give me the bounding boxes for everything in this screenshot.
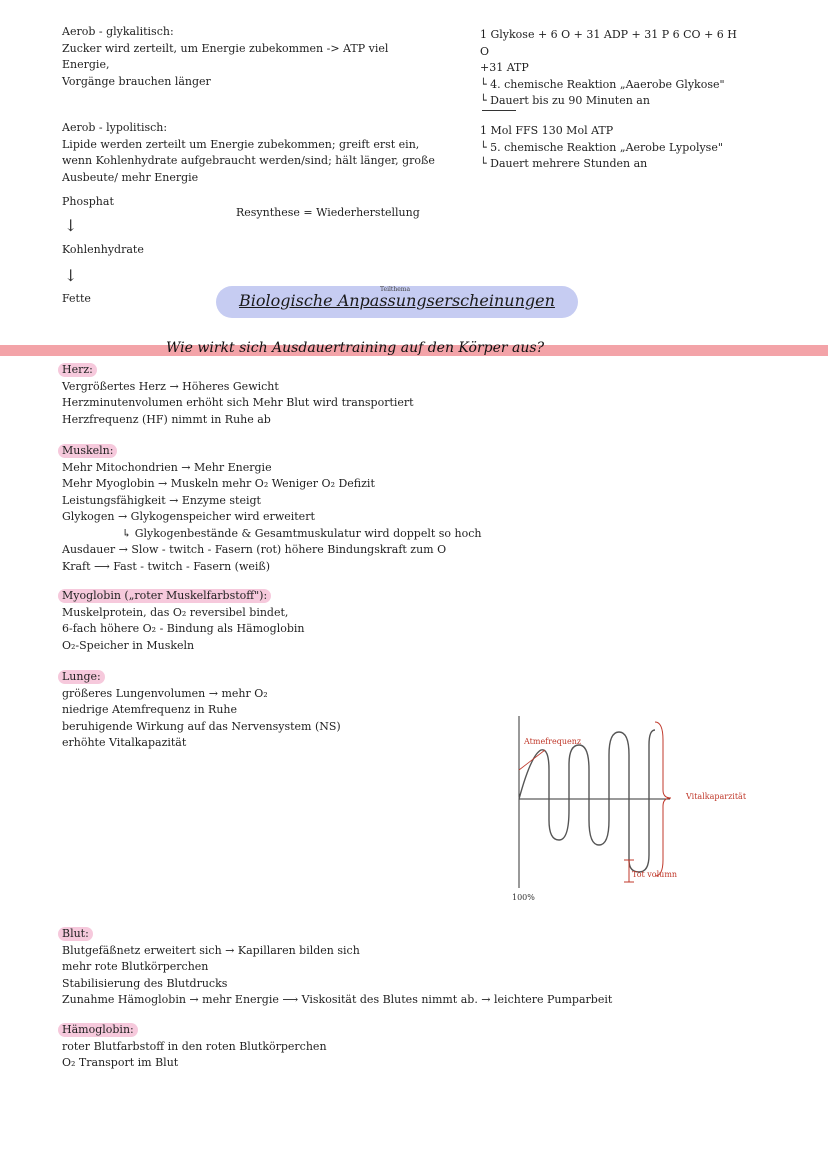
lunge-section <box>62 669 341 752</box>
note-line: └ 5. chemische Reaktion „Aerobe Lypolyse" <box>480 140 723 154</box>
haemoglobin-section <box>62 1022 327 1072</box>
note-line: 6-fach höhere O₂ - Bindung als Hämoglobin <box>62 622 305 635</box>
note-line: erhöhte Vitalkapazität <box>62 736 187 749</box>
note-line: 1 Glykose + 6 O + 31 ADP + 31 P 6 CO + 6 H <box>480 28 737 41</box>
note-line: Blutgefäßnetz erweitert sich → Kapillaren bilden sich <box>62 943 360 957</box>
note-line: Aerob - lypolitisch: <box>62 121 168 134</box>
note-line: Aerob - glykalitisch: <box>62 25 174 38</box>
muskeln-section <box>62 443 482 575</box>
note-line: Vorgänge brauchen länger <box>62 74 211 88</box>
note-line: Muskelprotein, das O₂ reversibel bindet, <box>62 605 289 619</box>
note-line: └ 4. chemische Reaktion „Aaerobe Glykose" <box>480 77 725 91</box>
teilthema-label: Teilthema <box>380 286 411 293</box>
fette-label: Fette <box>62 292 91 305</box>
note-line: Ausbeute/ mehr Energie <box>62 170 199 184</box>
atemfrequenz-marker <box>519 750 545 770</box>
note-line: Glykogen → Glykogenspeicher wird erweitert <box>62 510 315 523</box>
down-arrow-icon: ↓ <box>64 266 78 285</box>
vitalkapazitaet-label: Vitalkaparzität <box>686 792 747 801</box>
note-line: ↳ Glykogenbestände & Gesamtmuskulatur wird doppelt so hoch <box>122 526 482 540</box>
aerob-glykolytisch-note <box>62 24 388 90</box>
note-line: Leistungsfähigkeit → Enzyme steigt <box>62 493 261 507</box>
divider <box>482 110 516 111</box>
note-line: Vergrößertes Herz → Höheres Gewicht <box>62 379 279 393</box>
note-line: mehr rote Blutkörperchen <box>62 960 209 973</box>
section-heading: Muskeln: <box>58 444 117 458</box>
note-line: Herzfrequenz (HF) nimmt in Ruhe ab <box>62 412 271 426</box>
note-line: Zunahme Hämoglobin → mehr Energie ⟶ Viskosität des Blutes nimmt ab. → leichtere Pumparbeit <box>62 993 613 1006</box>
note-line: Energie, <box>62 58 110 71</box>
atemfrequenz-label: Atmefrequenz <box>524 737 582 746</box>
note-line: 1 Mol FFS 130 Mol ATP <box>480 124 614 137</box>
note-line: Stabilisierung des Blutdrucks <box>62 976 228 990</box>
myoglobin-section <box>62 588 304 654</box>
volume-curve <box>519 730 655 872</box>
note-line: Lipide werden zerteilt um Energie zubekommen; greift erst ein, <box>62 137 420 151</box>
note-line: Kraft ⟶ Fast - twitch - Fasern (weiß) <box>62 559 271 573</box>
kohlenhydrate-label: Kohlenhydrate <box>62 243 144 256</box>
note-line: beruhigende Wirkung auf das Nervensystem (NS) <box>62 719 341 733</box>
note-line: Zucker wird zerteilt, um Energie zubekommen -> ATP viel <box>62 41 389 55</box>
note-line: O₂ Transport im Blut <box>62 1056 179 1069</box>
section-heading: Myoglobin („roter Muskelfarbstoff"): <box>58 589 271 603</box>
section-heading: Hämoglobin: <box>58 1023 138 1037</box>
note-line: wenn Kohlenhydrate aufgebraucht werden/sind; hält länger, große <box>62 154 435 167</box>
section-question: Wie wirkt sich Ausdauertraining auf den Körper aus? <box>166 340 545 356</box>
note-line: └ Dauert mehrere Stunden an <box>480 157 648 170</box>
note-line: +31 ATP <box>480 61 529 74</box>
note-line: Ausdauer → Slow - twitch - Fasern (rot) höhere Bindungskraft zum O <box>62 543 447 556</box>
section-heading: Lunge: <box>58 670 105 684</box>
herz-section <box>62 362 414 428</box>
phosphat-label: Phosphat <box>62 195 114 208</box>
note-line: größeres Lungenvolumen → mehr O₂ <box>62 686 268 700</box>
note-line: Mehr Myoglobin → Muskeln mehr O₂ Weniger O₂ Defizit <box>62 477 375 490</box>
note-line: roter Blutfarbstoff in den roten Blutkörperchen <box>62 1039 327 1053</box>
axis-label: 100% <box>512 893 535 902</box>
section-heading: Blut: <box>58 927 93 941</box>
note-line: niedrige Atemfrequenz in Ruhe <box>62 703 238 716</box>
note-line: O₂-Speicher in Muskeln <box>62 638 195 652</box>
totvolumen-label: Tot volumn <box>632 870 678 879</box>
section-heading: Herz: <box>58 363 97 377</box>
note-line: Herzminutenvolumen erhöht sich Mehr Blut wird transportiert <box>62 396 414 409</box>
ffs-equation <box>480 123 723 173</box>
page-title: Biologische Anpassungserscheinungen <box>239 291 555 310</box>
resynthese-note: Resynthese = Wiederherstellung <box>236 206 420 219</box>
note-line: O <box>480 44 490 58</box>
aerob-lypolytisch-note <box>62 120 435 186</box>
note-line: Mehr Mitochondrien → Mehr Energie <box>62 460 272 474</box>
blut-section <box>62 926 612 1009</box>
note-line: └ Dauert bis zu 90 Minuten an <box>480 94 650 107</box>
down-arrow-icon: ↓ <box>64 216 78 235</box>
glykose-equation <box>480 27 737 110</box>
